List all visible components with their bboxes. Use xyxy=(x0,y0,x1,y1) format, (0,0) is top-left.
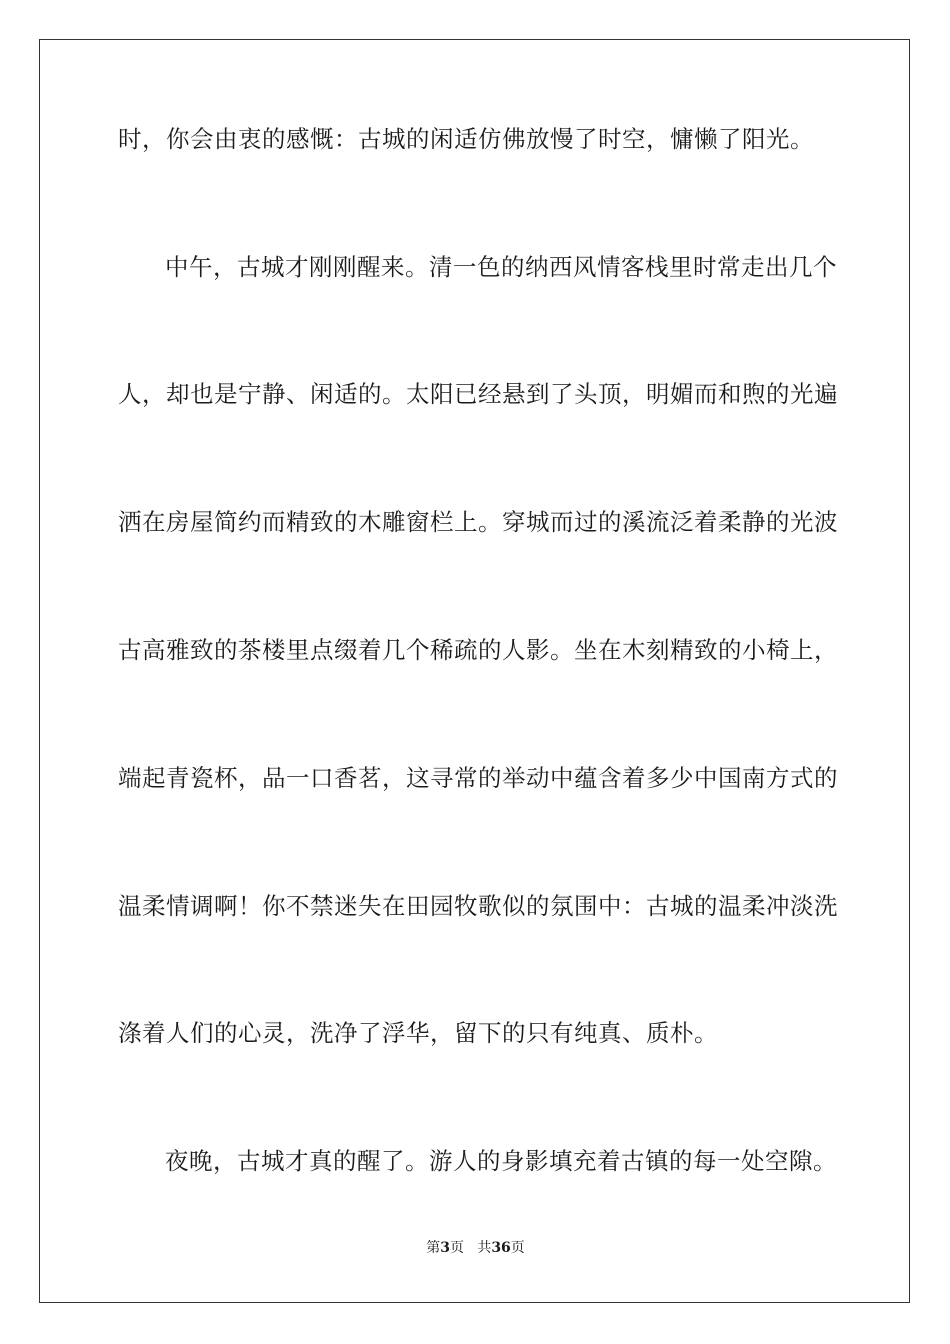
text-line: 端起青瓷杯，品一口香茗，这寻常的举动中蕴含着多少中国南方式的 xyxy=(118,764,838,792)
text-line: 温柔情调啊！你不禁迷失在田园牧歌似的氛围中：古城的温柔冲淡洗 xyxy=(118,892,838,920)
text-line: 涤着人们的心灵，洗净了浮华，留下的只有纯真、质朴。 xyxy=(118,1019,718,1047)
footer-page-suffix: 页 xyxy=(449,1240,464,1256)
footer-total-suffix: 页 xyxy=(510,1240,525,1256)
text-line: 时，你会由衷的感慨：古城的闲适仿佛放慢了时空，慵懒了阳光。 xyxy=(118,125,814,153)
footer-total-prefix: 共 xyxy=(477,1240,492,1256)
text-line: 古高雅致的茶楼里点缀着几个稀疏的人影。坐在木刻精致的小椅上， xyxy=(118,636,838,664)
text-line: 洒在房屋简约而精致的木雕窗栏上。穿城而过的溪流泛着柔静的光波 xyxy=(118,508,838,536)
text-line: 人，却也是宁静、闲适的。太阳已经悬到了头顶，明媚而和煦的光遍 xyxy=(118,380,838,408)
page-border xyxy=(39,39,910,1303)
footer-page-prefix: 第 xyxy=(426,1240,441,1256)
footer-total-pages: 36 xyxy=(491,1240,511,1256)
footer-page-number: 3 xyxy=(440,1240,450,1256)
page-footer xyxy=(40,1239,911,1257)
text-line-indented: 中午，古城才刚刚醒来。清一色的纳西风情客栈里时常走出几个 xyxy=(165,253,837,281)
text-line-indented: 夜晚，古城才真的醒了。游人的身影填充着古镇的每一处空隙。 xyxy=(165,1147,837,1175)
